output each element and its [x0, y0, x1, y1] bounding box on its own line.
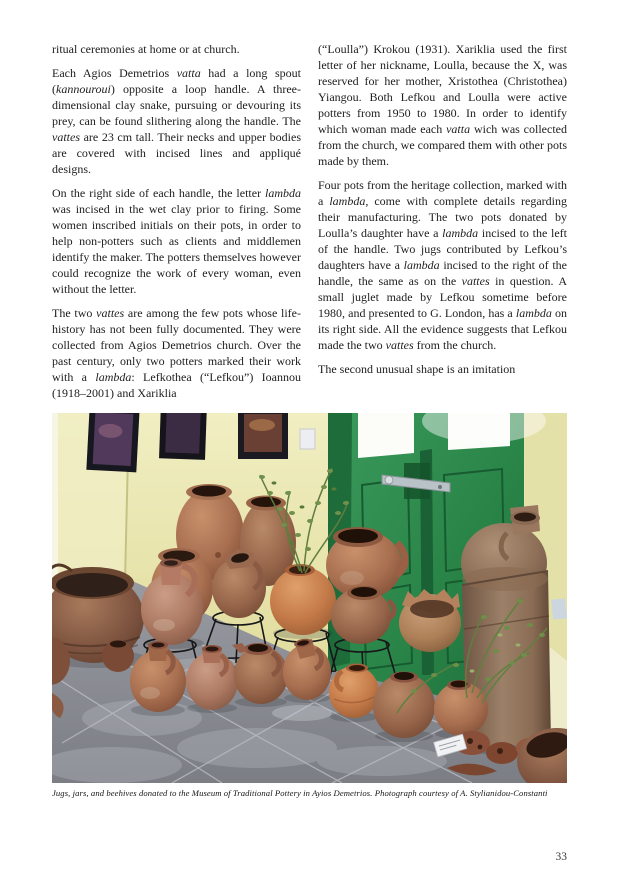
paragraph: The two vattes are among the few pots whose life-history has not been fully documented. They were collected from Agios Demetrios church. Over the past century, only two potters marked their work with a lambda: Lefkothea (“Lefkou”) Ioannou (1918–2001) and Xariklia — [52, 306, 302, 400]
paragraph: The second unusual shape is an imitation — [318, 362, 516, 376]
right-column — [318, 41, 567, 409]
pottery-photo — [52, 413, 567, 783]
paragraph: On the right side of each handle, the letter lambda was incised in the wet clay prior to firing. Some women inscribed initials on their pots, in order to help non-potters such as clients and middlemen identify the maker. The potters themselves however could recognize the work of every woman, even without the letter. — [52, 186, 301, 296]
article-body — [52, 41, 567, 409]
paragraph: (“Loulla”) Krokou (1931). Xariklia used the first letter of her nickname, Loulla, because the X, was reserved for her mother, Xristothea (Christothea) Yiangou. Both Lefkou and Loulla were active potters from 1950 to 1980. In order to identify which woman made each vatta wich was collected from the church, we compared them with other pots made by them. — [318, 42, 567, 168]
paragraph: Four pots from the heritage collection, marked with a lambda, come with complete details regarding their manufacturing. The two pots donated by Loulla’s daughter have a lambda incised to the left of the handle. Two jugs contributed by Lefkou’s daughters have a lambda incised to the right of the handle, the same as on the vattes in question. A small juglet made by Lefkou sometime before 1980, and presented to G. London, has a lambda on its right side. All the evidence suggests that Lefkou made the two vattes from the church. — [318, 178, 567, 352]
paragraph: Each Agios Demetrios vatta had a long spout (kannouroui) opposite a loop handle. A three-dimensional clay snake, pursuing or devouring its prey, can be found slithering along the handle. The vattes are 23 cm tall. Their necks and upper bodies are covered with incised lines and appliqué designs. — [52, 66, 301, 176]
small-dark-pot — [102, 640, 134, 672]
light-switch — [300, 429, 315, 449]
paragraph: ritual ceremonies at home or at church. — [52, 42, 240, 56]
page-number: 33 — [555, 851, 567, 863]
figure-caption: Jugs, jars, and beehives donated to the Museum of Traditional Pottery in Ayios Demetrios. Photograph courtesy of A. Stylianidou-Constanti — [52, 788, 548, 798]
left-column — [52, 41, 301, 409]
figure — [52, 413, 567, 798]
